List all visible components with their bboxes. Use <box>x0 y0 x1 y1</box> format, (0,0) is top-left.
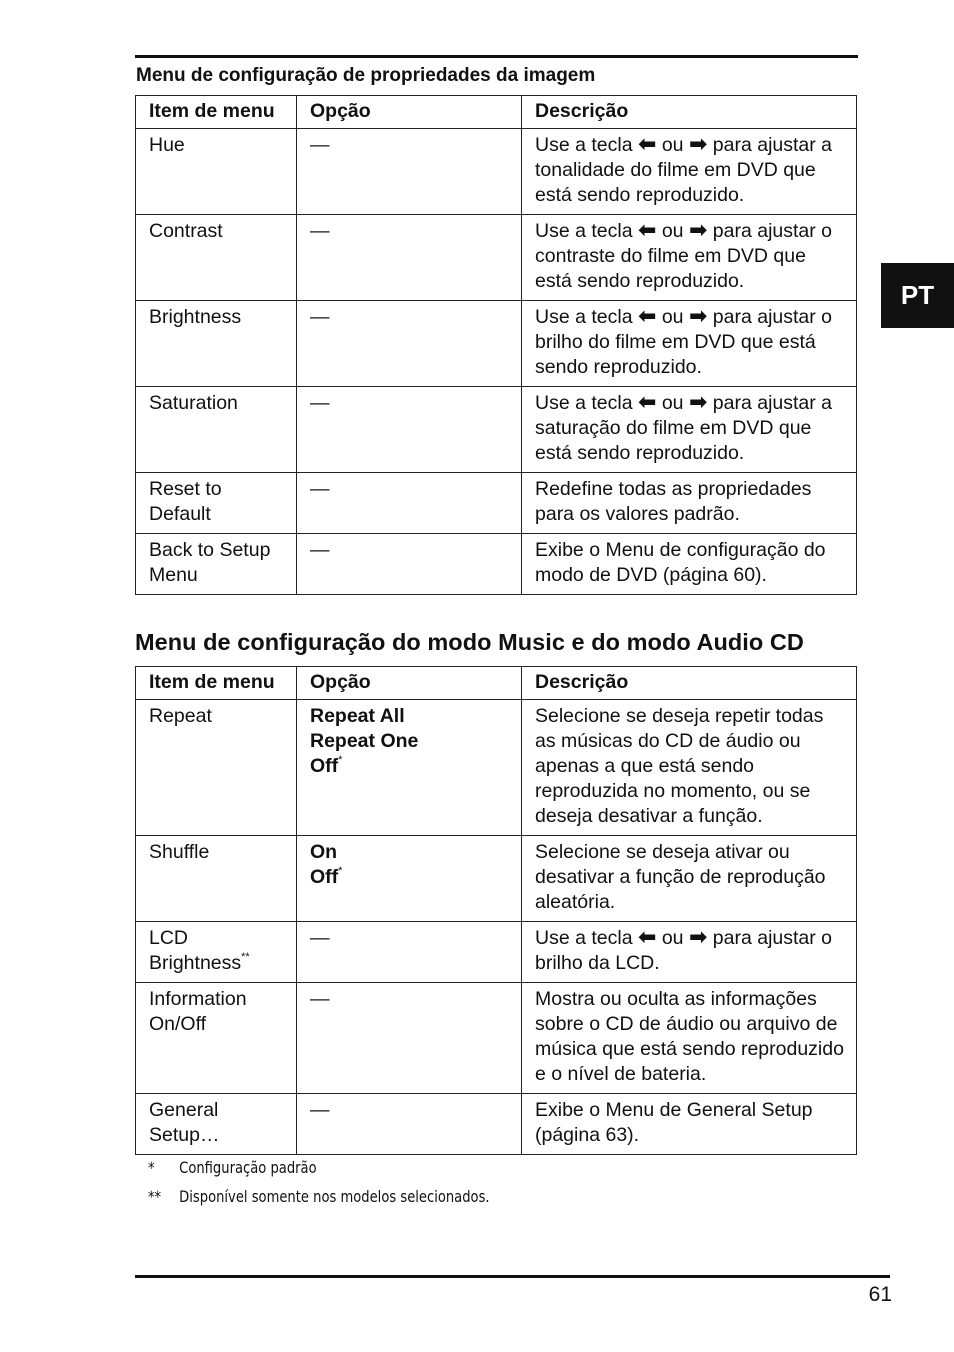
option-value <box>310 729 511 754</box>
header-item: Item de menu <box>136 667 297 700</box>
item-cell: Brightness <box>136 301 297 387</box>
right-arrow-icon: ➡ <box>688 131 708 156</box>
footnote-mark: * <box>338 754 343 766</box>
section-heading: Menu de configuração do modo Music e do modo Audio CD <box>135 629 804 655</box>
page-number: 61 <box>868 1283 892 1306</box>
description-cell <box>522 215 857 301</box>
desc-text: para ajustar o contraste do filme em DVD que está sendo reproduzido. <box>535 220 833 292</box>
footnotes <box>148 1153 490 1211</box>
header-description: Descrição <box>522 96 857 129</box>
description-cell: Mostra ou oculta as informações sobre o CD de áudio ou arquivo de música que está sendo reproduzido e o nível de bateria. <box>522 983 857 1094</box>
desc-text: ou <box>656 392 689 414</box>
footnote-mark: * <box>148 1158 155 1177</box>
header-item: Item de menu <box>136 96 297 129</box>
top-rule <box>135 55 858 58</box>
desc-text: para ajustar a saturação do filme em DVD que está sendo reproduzido. <box>535 392 833 464</box>
description-cell <box>522 129 857 215</box>
footnote-mark: * <box>338 865 343 877</box>
right-arrow-icon: ➡ <box>688 217 708 242</box>
description-cell: Selecione se deseja ativar ou desativar a função de reprodução aleatória. <box>522 836 857 922</box>
table-row <box>136 215 857 301</box>
footnote-text: Configuração padrão <box>179 1158 317 1177</box>
option-cell: — <box>297 387 522 473</box>
table-row <box>136 129 857 215</box>
left-arrow-icon: ⬅ <box>637 924 657 949</box>
item-cell: Contrast <box>136 215 297 301</box>
music-audio-cd-table <box>135 666 857 1155</box>
option-value <box>310 704 511 729</box>
item-cell: Back to Setup Menu <box>136 534 297 595</box>
option-cell <box>297 700 522 836</box>
desc-text: para ajustar o brilho do filme em DVD que está sendo reproduzido. <box>535 306 833 378</box>
right-arrow-icon: ➡ <box>688 924 708 949</box>
desc-text: para ajustar a tonalidade do filme em DVD que está sendo reproduzido. <box>535 134 833 206</box>
description-cell <box>522 387 857 473</box>
option-cell <box>297 836 522 922</box>
footnote <box>148 1153 490 1182</box>
item-cell: Saturation <box>136 387 297 473</box>
table-header-row <box>136 96 857 129</box>
option-value <box>310 840 511 865</box>
desc-text: Use a tecla <box>535 392 638 414</box>
left-arrow-icon: ⬅ <box>637 217 657 242</box>
option-label: Repeat All <box>310 705 405 727</box>
table-row <box>136 387 857 473</box>
option-value <box>310 754 511 779</box>
option-label: Repeat One <box>310 730 419 752</box>
table-row <box>136 534 857 595</box>
footnote-mark: ** <box>241 951 250 963</box>
footnote-mark: ** <box>148 1187 162 1206</box>
item-cell: Reset to Default <box>136 473 297 534</box>
option-cell: — <box>297 534 522 595</box>
option-label: Off <box>310 866 339 888</box>
left-arrow-icon: ⬅ <box>637 303 657 328</box>
footnote <box>148 1182 490 1211</box>
table-row <box>136 473 857 534</box>
table-row <box>136 836 857 922</box>
item-cell: Shuffle <box>136 836 297 922</box>
item-cell: Repeat <box>136 700 297 836</box>
desc-text: Use a tecla <box>535 927 638 949</box>
desc-text: ou <box>656 306 689 328</box>
option-cell: — <box>297 983 522 1094</box>
table-row <box>136 700 857 836</box>
right-arrow-icon: ➡ <box>688 303 708 328</box>
left-arrow-icon: ⬅ <box>637 389 657 414</box>
desc-text: Use a tecla <box>535 220 638 242</box>
item-label: LCD Brightness <box>149 927 242 974</box>
option-label: Off <box>310 755 339 777</box>
desc-text: Use a tecla <box>535 134 638 156</box>
table-row <box>136 301 857 387</box>
desc-text: ou <box>656 927 689 949</box>
desc-text: para ajustar o brilho da LCD. <box>535 927 833 974</box>
option-cell: — <box>297 129 522 215</box>
description-cell: Selecione se deseja repetir todas as músicas do CD de áudio ou apenas a que está sendo reproduzida no momento, ou se deseja desativar a função. <box>522 700 857 836</box>
right-arrow-icon: ➡ <box>688 389 708 414</box>
item-cell: Information On/Off <box>136 983 297 1094</box>
table-row <box>136 983 857 1094</box>
bottom-rule <box>135 1275 890 1278</box>
header-option: Opção <box>297 667 522 700</box>
desc-text: ou <box>656 134 689 156</box>
footnote-text: Disponível somente nos modelos selecionados. <box>179 1187 490 1206</box>
language-tab: PT <box>881 263 954 328</box>
option-label: On <box>310 841 338 863</box>
header-description: Descrição <box>522 667 857 700</box>
item-cell <box>136 922 297 983</box>
description-cell <box>522 922 857 983</box>
header-option: Opção <box>297 96 522 129</box>
option-cell: — <box>297 473 522 534</box>
description-cell: Exibe o Menu de configuração do modo de DVD (página 60). <box>522 534 857 595</box>
table-row <box>136 922 857 983</box>
table-caption: Menu de configuração de propriedades da imagem <box>136 65 596 86</box>
option-value <box>310 865 511 890</box>
table-header-row <box>136 667 857 700</box>
option-cell: — <box>297 1094 522 1155</box>
description-cell <box>522 301 857 387</box>
desc-text: Use a tecla <box>535 306 638 328</box>
description-cell: Exibe o Menu de General Setup (página 63). <box>522 1094 857 1155</box>
description-cell: Redefine todas as propriedades para os valores padrão. <box>522 473 857 534</box>
item-cell: General Setup… <box>136 1094 297 1155</box>
option-cell: — <box>297 215 522 301</box>
option-cell: — <box>297 922 522 983</box>
image-properties-table <box>135 95 857 595</box>
table-row <box>136 1094 857 1155</box>
item-cell: Hue <box>136 129 297 215</box>
left-arrow-icon: ⬅ <box>637 131 657 156</box>
desc-text: ou <box>656 220 689 242</box>
option-cell: — <box>297 301 522 387</box>
